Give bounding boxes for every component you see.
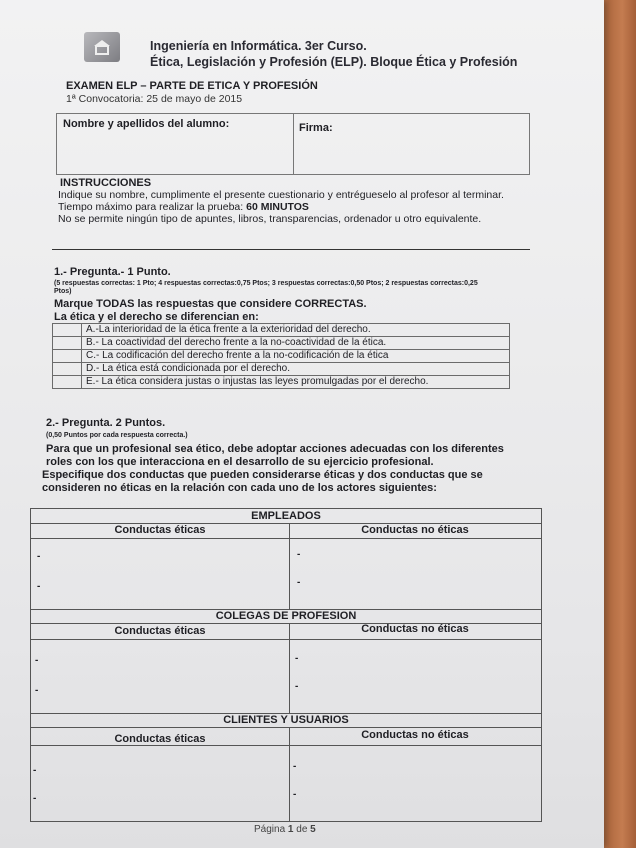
answer-bullet: - (295, 653, 299, 664)
question-2-title: 2.- Pregunta. 2 Puntos. (46, 417, 166, 429)
question-1-instruction: Marque TODAS las respuestas que considere CORRECTAS. (54, 298, 367, 310)
identity-box (56, 113, 530, 175)
subject-line: Ética, Legislación y Profesión (ELP). Bloque Ética y Profesión (150, 55, 518, 69)
total-pages: 5 (310, 824, 316, 835)
answer-bullet: - (293, 761, 297, 772)
option-text: E.- La ética considera justas o injustas las leyes promulgadas por el derecho. (82, 376, 510, 389)
answer-bullet: - (37, 551, 41, 562)
option-text: B.- La coactividad del derecho frente a la no-coactividad de la ética. (82, 337, 510, 350)
question-2-text-line: Para que un profesional sea ético, debe adoptar acciones adecuadas con los diferentes (46, 443, 504, 455)
answer-checkbox[interactable] (53, 350, 82, 363)
question-1-scoring: (5 respuestas correctas: 1 Pto; 4 respuestas correctas:0,75 Ptos; 3 respuestas correctas:0,50 Ptos; 2 respuestas correctas:0,25 Ptos) (54, 280, 478, 295)
option-row (53, 337, 510, 350)
instructions-line-3: No se permite ningún tipo de apuntes, libros, transparencias, ordenador u otro equivalente. (58, 213, 482, 225)
answer-bullet: - (297, 549, 301, 560)
answer-checkbox[interactable] (53, 324, 82, 337)
table-line (31, 538, 541, 539)
unethical-header: Conductas no éticas (361, 729, 469, 741)
option-row (53, 324, 510, 337)
option-text: A.-La interioridad de la ética frente a la exterioridad del derecho. (82, 324, 510, 337)
option-text: C.- La codificación del derecho frente a la no-codificación de la ética (82, 350, 510, 363)
question-2-text-line: consideren no éticas en la relación con cada uno de los actores siguientes: (42, 482, 437, 494)
answer-bullet: - (297, 577, 301, 588)
column-divider (289, 727, 290, 821)
unethical-header: Conductas no éticas (361, 524, 469, 536)
column-divider (289, 623, 290, 713)
exam-title: EXAMEN ELP – PARTE DE ETICA Y PROFESIÓN (66, 80, 318, 92)
option-row (53, 376, 510, 389)
answer-bullet: - (295, 681, 299, 692)
option-text: D.- La ética está condicionada por el derecho. (82, 363, 510, 376)
section-title-clientes: CLIENTES Y USUARIOS (223, 714, 349, 726)
answer-bullet: - (33, 765, 37, 776)
identity-divider (293, 114, 294, 174)
convocatoria-date: 1ª Convocatoria: 25 de mayo de 2015 (66, 93, 243, 105)
unethical-header: Conductas no éticas (361, 623, 469, 635)
answer-options-table (52, 323, 510, 389)
section-divider (52, 249, 530, 250)
page-label: Página (254, 824, 288, 835)
conduct-table (30, 508, 542, 822)
answer-checkbox[interactable] (53, 363, 82, 376)
question-2-text-line: Especifique dos conductas que pueden considerarse éticas y dos conductas que se (42, 469, 483, 481)
answer-bullet: - (35, 655, 39, 666)
answer-bullet: - (35, 685, 39, 696)
university-logo-icon (84, 32, 120, 62)
answer-bullet: - (37, 581, 41, 592)
signature-field-label: Firma: (299, 122, 333, 134)
ethical-header: Conductas éticas (114, 733, 206, 745)
table-line (31, 639, 541, 640)
question-2-text-line: roles con los que interacciona en el desarrollo de su ejercicio profesional. (46, 456, 434, 468)
option-row (53, 363, 510, 376)
question-2-scoring: (0,50 Puntos por cada respuesta correcta.) (46, 432, 188, 439)
question-1-title: 1.- Pregunta.- 1 Punto. (54, 266, 171, 278)
ethical-header: Conductas éticas (114, 625, 206, 637)
column-divider (289, 523, 290, 609)
instructions-title: INSTRUCCIONES (60, 177, 152, 189)
answer-bullet: - (33, 793, 37, 804)
time-label: Tiempo máximo para realizar la prueba: (58, 201, 247, 213)
instructions-line-2 (58, 201, 309, 213)
answer-bullet: - (293, 789, 297, 800)
answer-checkbox[interactable] (53, 337, 82, 350)
course-line: Ingeniería en Informática. 3er Curso. (150, 39, 367, 53)
time-value: 60 MINUTOS (246, 201, 309, 213)
question-1-stem: La ética y el derecho se diferencian en: (54, 311, 259, 323)
page-number (254, 824, 316, 835)
table-line (31, 727, 541, 728)
table-line (31, 745, 541, 746)
ethical-header: Conductas éticas (114, 524, 206, 536)
section-title-empleados: EMPLEADOS (251, 510, 321, 522)
page-of-label: de (293, 824, 311, 835)
section-title-colegas: COLEGAS DE PROFESION (215, 610, 357, 622)
answer-checkbox[interactable] (53, 376, 82, 389)
current-page: 1 (287, 824, 294, 835)
option-row (53, 350, 510, 363)
name-field-label: Nombre y apellidos del alumno: (63, 118, 230, 130)
instructions-line-1: Indique su nombre, cumplimente el presente cuestionario y entrégueselo al profesor al terminar. (58, 189, 504, 201)
